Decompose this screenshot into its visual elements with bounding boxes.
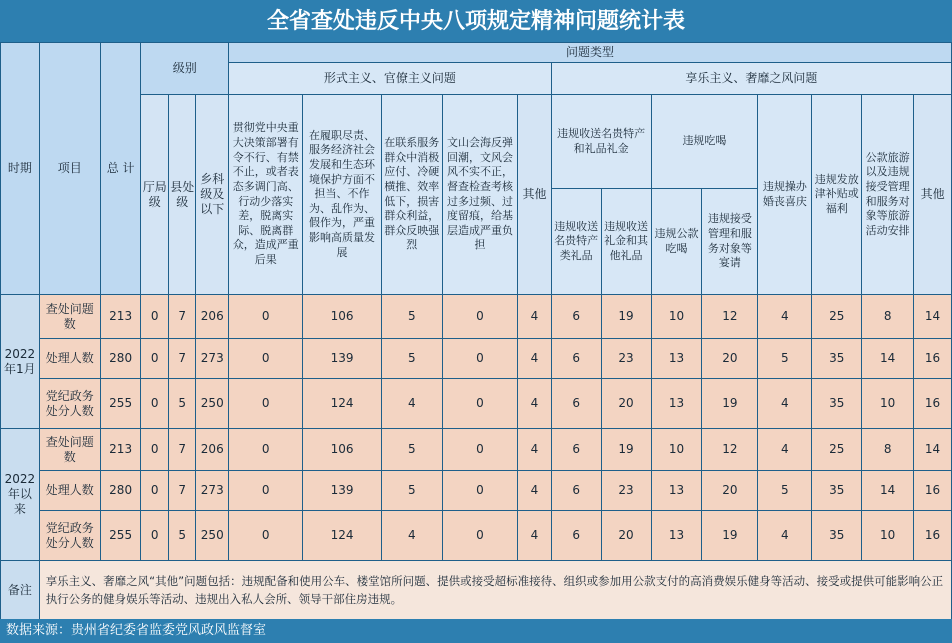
table-row: [1, 429, 952, 471]
value-cell: 255: [100, 511, 141, 561]
value-cell: 4: [381, 511, 442, 561]
value-cell: 4: [518, 379, 552, 429]
value-cell: 6: [551, 339, 601, 379]
value-cell: 23: [601, 471, 651, 511]
gift-col-cash: 违规收送礼金和其他礼品: [601, 189, 651, 295]
value-cell: 0: [141, 339, 168, 379]
value-cell: 12: [702, 429, 758, 471]
value-cell: 35: [812, 379, 862, 429]
value-cell: 0: [442, 511, 517, 561]
formalism-header: 形式主义、官僚主义问题: [229, 63, 552, 95]
level-col-xian: 县处级: [168, 95, 195, 295]
value-cell: 14: [914, 295, 952, 339]
value-cell: 213: [100, 295, 141, 339]
value-cell: 35: [812, 471, 862, 511]
value-cell: 5: [168, 379, 195, 429]
value-cell: 4: [518, 295, 552, 339]
eat-col-public: 违规公款吃喝: [651, 189, 702, 295]
value-cell: 7: [168, 339, 195, 379]
item-cell: 查处问题数: [39, 295, 100, 339]
value-cell: 4: [518, 339, 552, 379]
hedonism-col-travel: 公款旅游以及违规接受管理和服务对象等旅游活动安排: [862, 95, 914, 295]
table-row: [1, 379, 952, 429]
value-cell: 206: [196, 295, 229, 339]
table-row: [1, 511, 952, 561]
value-cell: 7: [168, 471, 195, 511]
value-cell: 0: [141, 379, 168, 429]
value-cell: 280: [100, 339, 141, 379]
gift-group-header: 违规收送名贵特产和礼品礼金: [551, 95, 651, 189]
value-cell: 13: [651, 511, 702, 561]
formalism-col-4: 文山会海反弹回潮，文风会风不实不正，督查检查考核过多过频、过度留痕，给基层造成严重负担: [442, 95, 517, 295]
value-cell: 20: [601, 511, 651, 561]
value-cell: 0: [442, 339, 517, 379]
value-cell: 10: [651, 429, 702, 471]
value-cell: 6: [551, 511, 601, 561]
value-cell: 19: [702, 379, 758, 429]
table-row: [1, 295, 952, 339]
problem-type-header: 问题类型: [229, 43, 952, 63]
value-cell: 0: [141, 429, 168, 471]
value-cell: 25: [812, 429, 862, 471]
table-body: [1, 295, 952, 561]
value-cell: 0: [442, 295, 517, 339]
value-cell: 23: [601, 339, 651, 379]
value-cell: 124: [303, 379, 381, 429]
value-cell: 0: [229, 339, 303, 379]
value-cell: 14: [862, 471, 914, 511]
value-cell: 0: [229, 511, 303, 561]
value-cell: 19: [601, 295, 651, 339]
value-cell: 10: [862, 379, 914, 429]
formalism-col-1: 贯彻党中央重大决策部署有令不行、有禁不止，或者表态多调门高、行动少落实差，脱离实际、脱离群众，造成严重后果: [229, 95, 303, 295]
value-cell: 6: [551, 429, 601, 471]
value-cell: 13: [651, 339, 702, 379]
note-text: 享乐主义、奢靡之风“其他”问题包括：违规配备和使用公车、楼堂馆所问题、提供或接受超标准接待、组织或参加用公款支付的高消费娱乐健身等活动、接受或提供可能影响公正执行公务的健身娱乐等活动、违规出入私人会所、领导干部住房违规。: [39, 561, 951, 621]
value-cell: 5: [168, 511, 195, 561]
value-cell: 5: [381, 471, 442, 511]
value-cell: 8: [862, 429, 914, 471]
value-cell: 14: [914, 429, 952, 471]
value-cell: 273: [196, 471, 229, 511]
period-cell: 2022年以来: [1, 429, 40, 561]
value-cell: 4: [518, 429, 552, 471]
hedonism-header: 享乐主义、奢靡之风问题: [551, 63, 951, 95]
value-cell: 4: [758, 379, 812, 429]
note-label: 备注: [1, 561, 40, 621]
value-cell: 19: [702, 511, 758, 561]
item-cell: 党纪政务处分人数: [39, 511, 100, 561]
formalism-col-3: 在联系服务群众中消极应付、冷硬横推、效率低下，损害群众利益，群众反映强烈: [381, 95, 442, 295]
table-row: [1, 471, 952, 511]
hedonism-col-subsidy: 违规发放津补贴或福利: [812, 95, 862, 295]
total-header: 总 计: [100, 43, 141, 295]
value-cell: 16: [914, 379, 952, 429]
level-header: 级别: [141, 43, 229, 95]
value-cell: 7: [168, 429, 195, 471]
level-col-xiang: 乡科级及以下: [196, 95, 229, 295]
period-cell: 2022年1月: [1, 295, 40, 429]
item-cell: 处理人数: [39, 471, 100, 511]
value-cell: 12: [702, 295, 758, 339]
value-cell: 0: [141, 471, 168, 511]
value-cell: 20: [702, 339, 758, 379]
value-cell: 5: [758, 339, 812, 379]
value-cell: 8: [862, 295, 914, 339]
value-cell: 4: [758, 295, 812, 339]
value-cell: 4: [518, 471, 552, 511]
hedonism-col-wedding: 违规操办婚丧喜庆: [758, 95, 812, 295]
value-cell: 20: [702, 471, 758, 511]
value-cell: 7: [168, 295, 195, 339]
value-cell: 0: [141, 511, 168, 561]
value-cell: 4: [381, 379, 442, 429]
gift-col-specialty: 违规收送名贵特产类礼品: [551, 189, 601, 295]
value-cell: 0: [442, 429, 517, 471]
value-cell: 250: [196, 511, 229, 561]
value-cell: 0: [442, 379, 517, 429]
value-cell: 5: [758, 471, 812, 511]
value-cell: 0: [141, 295, 168, 339]
value-cell: 4: [518, 511, 552, 561]
value-cell: 0: [229, 295, 303, 339]
value-cell: 106: [303, 295, 381, 339]
item-cell: 处理人数: [39, 339, 100, 379]
period-header: 时期: [1, 43, 40, 295]
value-cell: 25: [812, 295, 862, 339]
value-cell: 16: [914, 511, 952, 561]
value-cell: 206: [196, 429, 229, 471]
value-cell: 16: [914, 339, 952, 379]
data-source: 数据来源：贵州省纪委省监委党风政风监督室: [0, 619, 952, 643]
item-cell: 党纪政务处分人数: [39, 379, 100, 429]
item-cell: 查处问题数: [39, 429, 100, 471]
value-cell: 280: [100, 471, 141, 511]
table-title: 全省查处违反中央八项规定精神问题统计表: [0, 0, 952, 42]
value-cell: 10: [862, 511, 914, 561]
value-cell: 6: [551, 295, 601, 339]
value-cell: 16: [914, 471, 952, 511]
value-cell: 4: [758, 511, 812, 561]
value-cell: 14: [862, 339, 914, 379]
value-cell: 35: [812, 511, 862, 561]
value-cell: 0: [229, 379, 303, 429]
value-cell: 5: [381, 429, 442, 471]
value-cell: 213: [100, 429, 141, 471]
level-col-ting: 厅局级: [141, 95, 168, 295]
value-cell: 6: [551, 379, 601, 429]
value-cell: 273: [196, 339, 229, 379]
formalism-col-other: 其他: [518, 95, 552, 295]
value-cell: 13: [651, 379, 702, 429]
value-cell: 35: [812, 339, 862, 379]
formalism-col-2: 在履职尽责、服务经济社会发展和生态环境保护方面不担当、不作为、乱作为、假作为，严重影响高质量发展: [303, 95, 381, 295]
item-header: 项目: [39, 43, 100, 295]
hedonism-col-other: 其他: [914, 95, 952, 295]
value-cell: 13: [651, 471, 702, 511]
value-cell: 5: [381, 339, 442, 379]
eat-col-banquet: 违规接受管理和服务对象等宴请: [702, 189, 758, 295]
value-cell: 106: [303, 429, 381, 471]
stats-table: [0, 42, 952, 621]
value-cell: 4: [758, 429, 812, 471]
table-row: [1, 339, 952, 379]
value-cell: 0: [229, 471, 303, 511]
value-cell: 0: [442, 471, 517, 511]
value-cell: 139: [303, 339, 381, 379]
value-cell: 139: [303, 471, 381, 511]
value-cell: 0: [229, 429, 303, 471]
value-cell: 6: [551, 471, 601, 511]
value-cell: 255: [100, 379, 141, 429]
value-cell: 19: [601, 429, 651, 471]
value-cell: 250: [196, 379, 229, 429]
eat-group-header: 违规吃喝: [651, 95, 758, 189]
value-cell: 10: [651, 295, 702, 339]
value-cell: 124: [303, 511, 381, 561]
value-cell: 20: [601, 379, 651, 429]
value-cell: 5: [381, 295, 442, 339]
